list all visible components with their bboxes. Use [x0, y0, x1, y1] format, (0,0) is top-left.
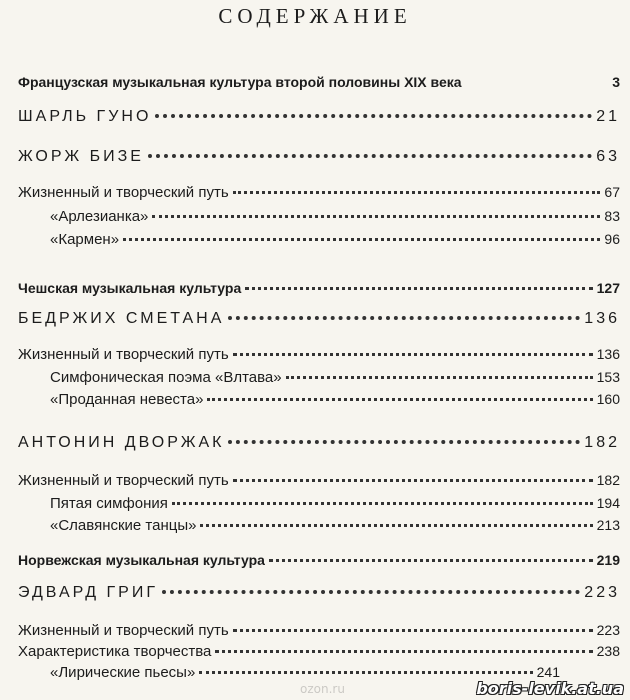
dot-leader	[233, 191, 601, 194]
toc-entry	[50, 391, 620, 408]
entry-page: 63	[596, 148, 620, 165]
toc-entry	[18, 472, 620, 489]
dot-leader	[269, 559, 593, 562]
entry-label: Симфоническая поэма «Влтава»	[50, 369, 282, 386]
dot-leader	[215, 650, 592, 653]
toc-entry-section	[18, 280, 620, 296]
page-title: СОДЕРЖАНИЕ	[218, 4, 412, 28]
site-watermark: boris-levik.at.ua	[476, 679, 624, 698]
entry-label: ЖОРЖ БИЗЕ	[18, 148, 144, 165]
entry-label: Норвежская музыкальная культура	[18, 552, 265, 568]
entry-page: 241	[536, 664, 560, 680]
toc-entry	[50, 369, 620, 386]
entry-label: «Арлезианка»	[50, 208, 149, 225]
dot-leader	[162, 590, 580, 594]
entry-page: 223	[596, 622, 620, 638]
entry-label: БЕДРЖИХ СМЕТАНА	[18, 310, 225, 327]
toc-entry	[50, 231, 620, 248]
toc-entry	[50, 495, 620, 512]
toc-entry-section	[18, 74, 620, 90]
dot-leader	[228, 316, 580, 320]
toc-entry-composer	[18, 310, 620, 328]
entry-page: 182	[584, 434, 620, 451]
entry-label: ЭДВАРД ГРИГ	[18, 584, 158, 601]
toc-entry	[18, 643, 620, 660]
dot-leader	[172, 502, 593, 505]
dot-leader	[245, 287, 592, 290]
toc-entry-composer	[18, 434, 620, 452]
toc-entry-composer	[18, 108, 620, 126]
dot-leader	[123, 238, 600, 241]
dot-leader	[233, 629, 593, 632]
dot-leader	[286, 376, 593, 379]
entry-label: АНТОНИН ДВОРЖАК	[18, 434, 225, 451]
entry-page: 67	[604, 184, 620, 200]
dot-leader	[207, 398, 592, 401]
toc-entry	[50, 517, 620, 534]
entry-page: 136	[584, 310, 620, 327]
dot-leader	[199, 671, 532, 674]
dot-leader	[148, 154, 592, 158]
entry-label: Характеристика творчества	[18, 643, 212, 660]
entry-label: Жизненный и творческий путь	[18, 184, 229, 201]
entry-label: Пятая симфония	[50, 495, 168, 512]
toc-entry-section	[18, 552, 620, 568]
dot-leader	[155, 114, 592, 118]
entry-label: «Лирические пьесы»	[50, 664, 196, 681]
entry-page: 21	[596, 108, 620, 125]
dot-leader	[233, 479, 593, 482]
entry-label: ШАРЛЬ ГУНО	[18, 108, 152, 125]
toc-entry	[18, 346, 620, 363]
entry-page: 96	[604, 231, 620, 247]
entry-page: 219	[596, 552, 620, 568]
toc-entry-composer	[18, 148, 620, 166]
entry-page: 182	[596, 472, 620, 488]
dot-leader	[152, 215, 600, 218]
entry-page: 127	[596, 280, 620, 296]
entry-page: 83	[604, 208, 620, 224]
toc-entry	[50, 208, 620, 225]
entry-label: Французская музыкальная культура второй половины XIX века	[18, 74, 462, 90]
toc-entry	[18, 622, 620, 639]
entry-page: 136	[596, 346, 620, 362]
entry-label: Чешская музыкальная культура	[18, 280, 242, 296]
entry-page: 194	[596, 495, 620, 511]
entry-label: Жизненный и творческий путь	[18, 346, 229, 363]
toc-entry	[18, 184, 620, 201]
entry-page: 238	[596, 643, 620, 659]
entry-label: «Проданная невеста»	[50, 391, 204, 408]
entry-page: 213	[596, 517, 620, 533]
dot-leader	[233, 353, 593, 356]
entry-page: 160	[596, 391, 620, 407]
entry-page: 223	[584, 584, 620, 601]
entry-page: 3	[612, 74, 620, 90]
entry-label: «Славянские танцы»	[50, 517, 197, 534]
dot-leader	[228, 440, 580, 444]
entry-page: 153	[596, 369, 620, 385]
entry-label: Жизненный и творческий путь	[18, 472, 229, 489]
toc-entry-composer	[18, 584, 620, 602]
entry-label: «Кармен»	[50, 231, 120, 248]
ozon-watermark: ozon.ru	[300, 682, 345, 696]
dot-leader	[200, 524, 592, 527]
entry-label: Жизненный и творческий путь	[18, 622, 229, 639]
